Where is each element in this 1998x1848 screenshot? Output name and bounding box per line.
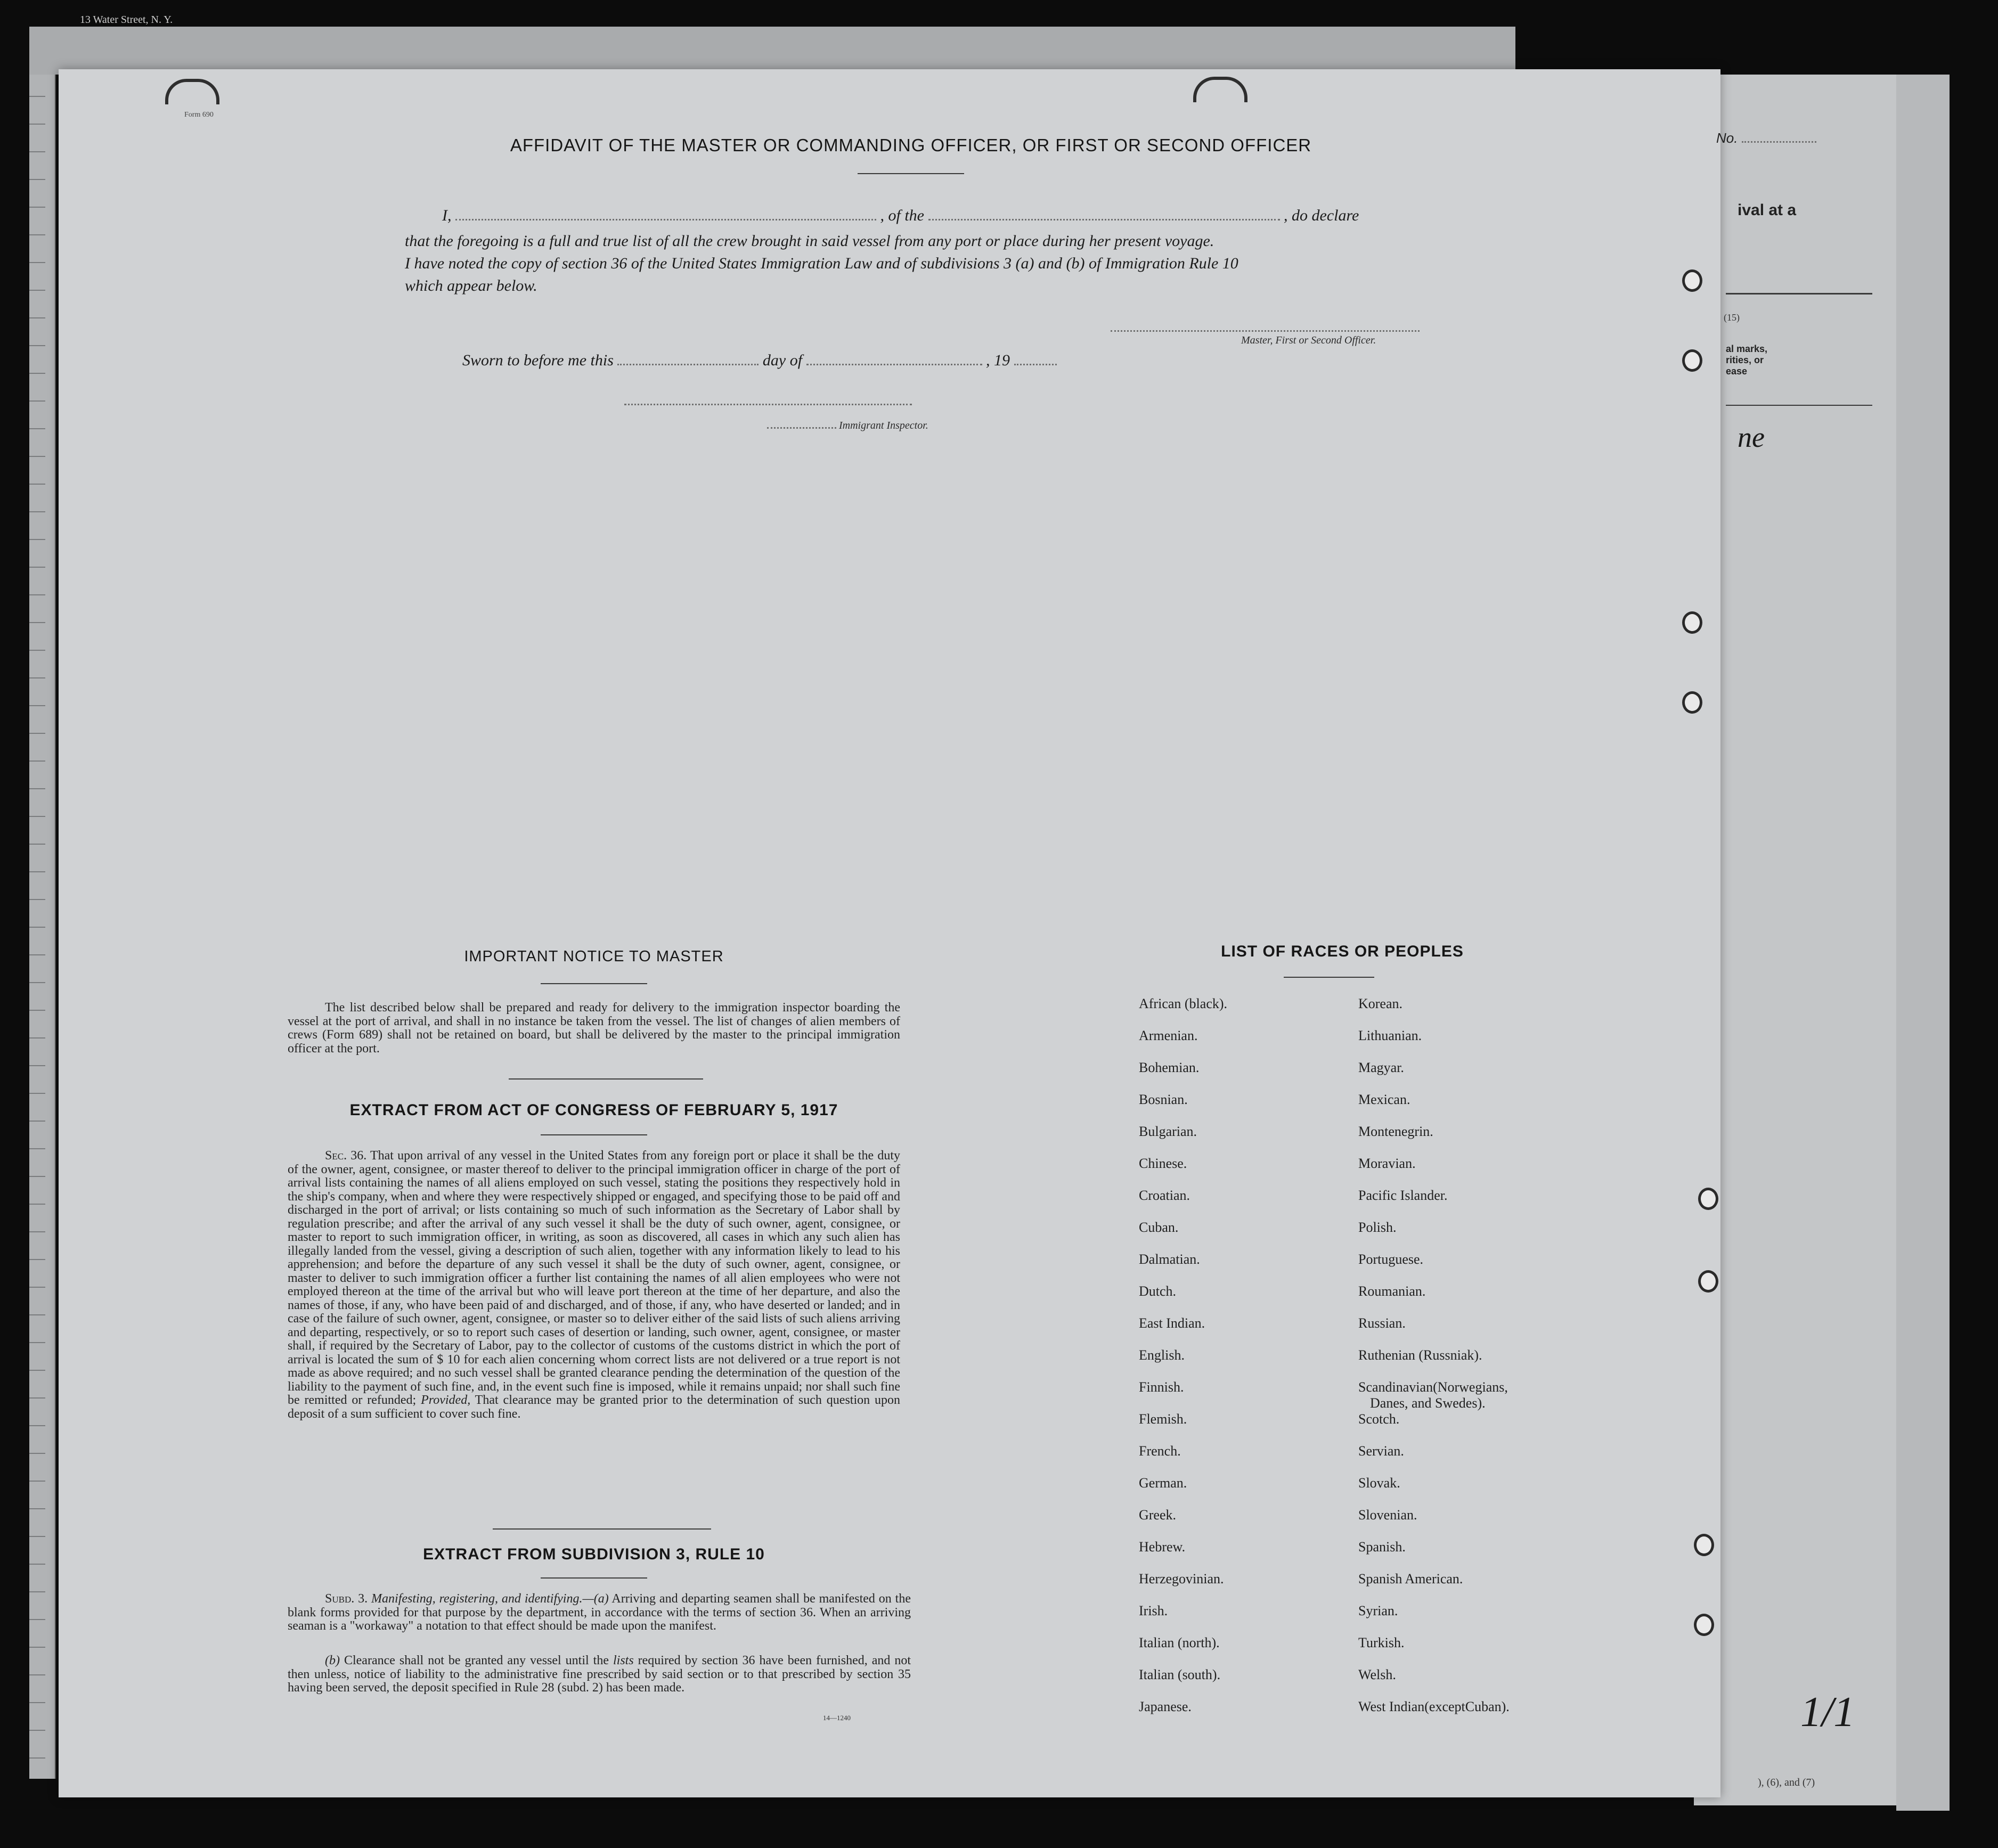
binder-tick <box>29 1176 45 1177</box>
race-item: Mexican. <box>1358 1092 1410 1107</box>
col-heading-line-2: rities, or <box>1726 355 1764 365</box>
binder-tick <box>29 705 45 706</box>
binder-tick <box>29 622 45 623</box>
binder-tick <box>29 650 45 651</box>
binder-tick <box>29 345 45 346</box>
race-item: Lithuanian. <box>1358 1028 1422 1043</box>
rule10-subd-label: Subd. 3. <box>325 1592 368 1606</box>
binder-tick <box>29 1647 45 1648</box>
act-title-rule <box>541 1134 647 1135</box>
affidavit-title: AFFIDAVIT OF THE MASTER OR COMMANDING OFFICER, OR FIRST OR SECOND OFFICER <box>510 135 1312 155</box>
binder-tick <box>29 1259 45 1260</box>
binder-tick <box>29 1204 45 1205</box>
binder-tick <box>29 1397 45 1399</box>
binder-tick <box>29 1674 45 1675</box>
binder-tick <box>29 1757 45 1759</box>
inspector-label-dots <box>767 427 836 429</box>
race-item: Pacific Islander. <box>1358 1188 1448 1203</box>
binder-tick <box>29 456 45 457</box>
binder-tick <box>29 1730 45 1731</box>
of-the-label: , of the <box>880 207 924 224</box>
race-item: Servian. <box>1358 1443 1404 1459</box>
race-item: Montenegrin. <box>1358 1124 1433 1139</box>
rule10-a-label: —(a) <box>582 1592 609 1606</box>
col-heading-line-3: ease <box>1726 366 1748 377</box>
sworn-line <box>462 351 1057 370</box>
binding-hole-1 <box>1682 269 1702 292</box>
rule10-title-rule <box>541 1577 647 1579</box>
affidavit-title-rule <box>858 173 964 174</box>
officer-signature-line <box>1111 330 1420 332</box>
race-item: Chinese. <box>1139 1156 1187 1171</box>
race-item: Bulgarian. <box>1139 1124 1197 1139</box>
form-code: 14—1240 <box>823 1714 851 1722</box>
race-item: Japanese. <box>1139 1699 1192 1714</box>
race-item: Bohemian. <box>1139 1060 1200 1075</box>
race-item: Herzegovinian. <box>1139 1571 1224 1587</box>
sworn-prefix: Sworn to before me this <box>462 351 614 369</box>
binder-tick <box>29 927 45 928</box>
race-item: Italian (north). <box>1139 1635 1220 1650</box>
binder-tick <box>29 1037 45 1039</box>
sworn-day-of: day of <box>762 351 803 369</box>
race-item: Spanish American. <box>1358 1571 1463 1587</box>
right-sheet-arrival-fragment: ival at a <box>1738 201 1797 219</box>
binder-tick <box>29 1342 45 1343</box>
binder-tick <box>29 400 45 402</box>
races-column-2 <box>1358 996 1510 1731</box>
rule10-b-body-1: Clearance shall not be granted any vessel until the <box>344 1654 609 1667</box>
right-sheet-handwritten-mark: 1/1 <box>1800 1689 1855 1736</box>
binder-tick <box>29 1453 45 1454</box>
binder-tick <box>29 844 45 845</box>
race-item: Spanish. <box>1358 1539 1406 1555</box>
race-item: Scotch. <box>1358 1411 1400 1427</box>
race-item: West Indian(exceptCuban). <box>1358 1699 1510 1714</box>
binder-tick <box>29 484 45 485</box>
race-item: Irish. <box>1139 1603 1168 1618</box>
binding-hole-6 <box>1698 1270 1718 1293</box>
race-item: Cuban. <box>1139 1220 1179 1235</box>
right-sheet-rule-1 <box>1726 293 1872 295</box>
race-item: Greek. <box>1139 1507 1177 1523</box>
race-item: German. <box>1139 1475 1187 1491</box>
declaration-body-line-3: which appear below. <box>405 277 537 295</box>
binder-tick <box>29 428 45 429</box>
race-item: Hebrew. <box>1139 1539 1186 1555</box>
notice-end-rule <box>509 1078 703 1080</box>
act-text <box>288 1149 900 1421</box>
rule10-a-text <box>288 1592 911 1633</box>
race-item-scandinavian-cont: Danes, and Swedes). <box>1370 1395 1486 1411</box>
act-body-end: That clearance may be granted prior to the determination of such question upon deposit of a sum sufficient to cover such fine. <box>288 1393 901 1421</box>
race-item <box>1358 1379 1510 1411</box>
race-item: Flemish. <box>1139 1411 1187 1427</box>
inspector-label <box>767 420 928 432</box>
binder-tick <box>29 1481 45 1482</box>
binder-tick <box>29 1148 45 1149</box>
binder-tick <box>29 373 45 374</box>
binder-tick <box>29 871 45 872</box>
binder-tick <box>29 594 45 595</box>
notice-text: The list described below shall be prepared and ready for delivery to the immigration inspector boarding the vessel at the port of arrival, and shall in no instance be taken from the vessel. The list of changes of alien members of crews (Form 689) shall not be retained on board, but shall be delivered by the master to the principal immigration officer at the port. <box>288 1001 900 1056</box>
binder-edge <box>29 75 56 1779</box>
binder-tick <box>29 96 45 97</box>
act-body: That upon arrival of any vessel in the United States from any foreign port or place it shall be the duty of the owner, agent, consignee, or master thereof to deliver to the principal immigration officer in charge of the port of arrival lists containing the names of all aliens employed on such vessel, stating the positions they respectively hold in the ship's company, when and where they were respectively shipped or engaged, and specifying those to be paid off and discharged in the port of arrival; or lists containing so much of such information as the Secretary of Labor shall by regulation prescribe; and after the arrival of any such vessel it shall be the duty of such owner, agent, consignee, or master to report to such immigration officer, in writing, as soon as discovered, all cases in which any such alien has illegally landed from the vessel, giving a description of such alien, together with any information likely to lead to his apprehension; and before the departure of any such vessel it shall be the duty of such owner, agent, consignee, or master to deliver to such immigration officer a further list containing the names of all alien employees who were not employed thereon at the time of the arrival but who will leave port thereon at the time of her departure, and also the names of those, if any, who have been paid of and discharged, and of those, if any, who have deserted or landed; and in case of the failure of such owner, agent, consignee, or master so to deliver either of the said lists of such aliens arriving and departing, respectively, or so to report such cases of desertion or landing, such owner, agent, consignee, or master shall, if required by the Secretary of Labor, pay to the collector of customs of the customs district in which the port of arrival is located the sum of $ 10 for each alien concerning whom correct lists are not delivered or a true report is not made as above required; and no such vessel shall be granted clearance pending the determination of the question of the liability to the payment of such fine, and, in the event such fine is imposed, while it remains unpaid; nor shall such fine be remitted or refunded; <box>288 1149 900 1407</box>
vessel-name-field <box>928 219 1280 220</box>
races-title-rule <box>1284 977 1374 978</box>
binder-tick <box>29 954 45 955</box>
sworn-year: , 19 <box>986 351 1010 369</box>
race-item: Roumanian. <box>1358 1283 1426 1299</box>
binding-hole-4 <box>1682 691 1702 714</box>
race-item: Polish. <box>1358 1220 1397 1235</box>
binder-tick <box>29 317 45 318</box>
binder-tick <box>29 290 45 291</box>
race-item: Dalmatian. <box>1139 1252 1200 1267</box>
binder-tick <box>29 539 45 540</box>
sworn-year-field <box>1014 364 1057 365</box>
binder-tick <box>29 816 45 817</box>
race-item: Italian (south). <box>1139 1667 1221 1682</box>
rule10-b-body-2: required by section 36 have been furnished, and not then unless, notice of liability to the administrative fine prescribed by said section or to that prescribed by section 35 having been served, the deposit specified in Rule 28 (subd. 2) has been made. <box>288 1654 911 1695</box>
inspector-label-text: Immigrant Inspector. <box>839 420 928 431</box>
binder-tick <box>29 982 45 983</box>
right-underlying-sheet <box>1694 75 1928 1805</box>
binder-tick <box>29 899 45 900</box>
under-sheet-top <box>29 27 1515 75</box>
binder-tick <box>29 788 45 789</box>
race-item: Moravian. <box>1358 1156 1416 1171</box>
declaration-body <box>405 230 1238 297</box>
declaration-line <box>442 207 1359 225</box>
act-provided: Provided, <box>421 1393 471 1407</box>
binder-tick <box>29 733 45 734</box>
rule10-title: EXTRACT FROM SUBDIVISION 3, RULE 10 <box>423 1546 765 1563</box>
race-item: Bosnian. <box>1139 1092 1188 1107</box>
declarant-name-field <box>455 219 876 220</box>
right-sheet-col-number: (15) <box>1724 312 1740 323</box>
binder-tick <box>29 1702 45 1703</box>
binder-tick <box>29 124 45 125</box>
race-item: Portuguese. <box>1358 1252 1424 1267</box>
race-item: Slovak. <box>1358 1475 1400 1491</box>
rule10-b-text <box>288 1654 911 1695</box>
race-item: African (black). <box>1139 996 1228 1011</box>
sworn-month-field <box>806 364 982 365</box>
binder-tick <box>29 207 45 208</box>
races-title: LIST OF RACES OR PEOPLES <box>1221 943 1464 960</box>
declarant-i: I, <box>442 207 452 224</box>
binder-tick <box>29 1370 45 1371</box>
race-item: Armenian. <box>1139 1028 1198 1043</box>
races-column-1 <box>1139 996 1227 1731</box>
rule10-a-body: Arriving and departing seamen shall be manifested on the blank forms provided for that purpose by the department, in accordance with the terms of section 36. When an arriving seaman is a "workaway" a notation to that effect should be made upon the manifest. <box>288 1592 911 1633</box>
right-sheet-col-heading <box>1726 344 1767 377</box>
no-label: No. <box>1716 130 1738 146</box>
binding-hole-2 <box>1682 349 1702 372</box>
binder-tick <box>29 677 45 678</box>
binder-tick <box>29 567 45 568</box>
race-item: Slovenian. <box>1358 1507 1417 1523</box>
rule10-b-lists: lists <box>613 1654 634 1667</box>
binder-tick <box>29 1093 45 1094</box>
rule10-b-label: (b) <box>325 1654 340 1667</box>
binder-tick <box>29 179 45 180</box>
right-underlying-sheet-edge <box>1896 75 1950 1811</box>
notice-title-rule <box>541 983 647 984</box>
binder-tick <box>29 1010 45 1011</box>
binder-tick <box>29 1425 45 1426</box>
do-declare-label: , do declare <box>1284 207 1359 224</box>
binder-tick <box>29 1065 45 1066</box>
form-number: Form 690 <box>184 111 214 119</box>
binder-tick <box>29 1287 45 1288</box>
inspector-signature-line <box>624 404 912 405</box>
binding-hole-5 <box>1698 1188 1718 1210</box>
right-sheet-footnote: ), (6), and (7) <box>1758 1777 1815 1788</box>
race-item-scandinavian: Scandinavian(Norwegians, <box>1358 1379 1508 1395</box>
notice-title: IMPORTANT NOTICE TO MASTER <box>464 948 724 965</box>
right-sheet-rule-2 <box>1726 405 1872 406</box>
sworn-day-field <box>617 364 759 365</box>
act-end-rule <box>493 1528 711 1530</box>
race-item: French. <box>1139 1443 1181 1459</box>
binder-tick <box>29 1314 45 1315</box>
race-item: Dutch. <box>1139 1283 1177 1299</box>
declaration-body-line-1: that the foregoing is a full and true list of all the crew brought in said vessel from any port or place during her present voyage. <box>405 232 1214 250</box>
binder-tick <box>29 511 45 512</box>
race-item: Finnish. <box>1139 1379 1184 1395</box>
race-item: Croatian. <box>1139 1188 1190 1203</box>
race-item: Russian. <box>1358 1315 1406 1331</box>
binder-tick <box>29 1591 45 1592</box>
race-item: Ruthenian (Russniak). <box>1358 1347 1482 1363</box>
binder-tick <box>29 1508 45 1509</box>
race-item: Syrian. <box>1358 1603 1398 1618</box>
race-item: Welsh. <box>1358 1667 1396 1682</box>
binding-hole-7 <box>1694 1534 1714 1556</box>
race-item: Magyar. <box>1358 1060 1404 1075</box>
binder-tick <box>29 1231 45 1232</box>
race-item: East Indian. <box>1139 1315 1205 1331</box>
binder-tick <box>29 262 45 263</box>
col-heading-line-1: al marks, <box>1726 344 1768 354</box>
binder-tick <box>29 1619 45 1620</box>
binding-hole-8 <box>1694 1614 1714 1636</box>
binder-tick <box>29 1536 45 1537</box>
right-sheet-handwriting: ne <box>1738 421 1765 453</box>
declaration-body-line-2: I have noted the copy of section 36 of the United States Immigration Law and of subdivisions 3 (a) and (b) of Immigration Rule 10 <box>405 255 1238 272</box>
rule10-heading: Manifesting, registering, and identifying. <box>371 1592 583 1606</box>
binder-tick <box>29 761 45 762</box>
officer-label: Master, First or Second Officer. <box>1241 334 1376 346</box>
race-item: English. <box>1139 1347 1185 1363</box>
printer-address: 13 Water Street, N. Y. <box>80 14 173 26</box>
act-sec-label: Sec. 36. <box>325 1149 367 1163</box>
binder-tick <box>29 1564 45 1565</box>
binder-tick <box>29 1121 45 1122</box>
race-item: Korean. <box>1358 996 1403 1011</box>
act-title: EXTRACT FROM ACT OF CONGRESS OF FEBRUARY 5, 1917 <box>349 1101 838 1119</box>
binding-hole-3 <box>1682 611 1702 634</box>
binder-tick <box>29 234 45 235</box>
race-item: Turkish. <box>1358 1635 1405 1650</box>
